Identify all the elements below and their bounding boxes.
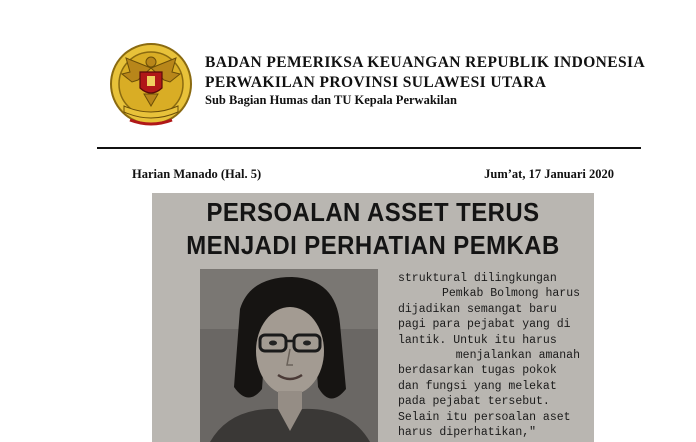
article-line: pada pejabat tersebut. bbox=[398, 395, 550, 409]
article-line: dan fungsi yang melekat bbox=[398, 379, 557, 393]
article-line: Pemkab Bolmong harus bbox=[441, 287, 580, 301]
newspaper-clipping bbox=[152, 193, 594, 442]
article-line: harus diperhatikan," bbox=[398, 426, 537, 440]
organization-branch: PERWAKILAN PROVINSI SULAWESI UTARA bbox=[205, 74, 547, 91]
headline-line-1: PERSOALAN ASSET TERUS bbox=[206, 197, 540, 227]
organization-name: BADAN PEMERIKSA KEUANGAN REPUBLIK INDONESIA bbox=[205, 54, 646, 71]
publication-date: Jum’at, 17 Januari 2020 bbox=[484, 167, 614, 181]
newspaper-source: Harian Manado (Hal. 5) bbox=[132, 167, 262, 181]
organization-subdivision: Sub Bagian Humas dan TU Kepala Perwakilan bbox=[205, 93, 457, 107]
headline-line-2: MENJADI PERHATIAN PEMKAB bbox=[186, 230, 560, 260]
article-line: struktural dilingkungan bbox=[398, 272, 557, 285]
article-line: berdasarkan tugas pokok bbox=[398, 364, 557, 378]
article-line: menjalankan amanah bbox=[455, 349, 580, 363]
article-line: lantik. Untuk itu harus bbox=[398, 333, 557, 347]
article-line: pagi para pejabat yang di bbox=[398, 318, 571, 332]
header-divider bbox=[97, 147, 641, 149]
portrait-photo bbox=[200, 269, 378, 442]
bpk-logo bbox=[108, 38, 194, 130]
article-line: Selain itu persoalan aset bbox=[398, 410, 571, 424]
article-line: dijadikan semangat baru bbox=[398, 302, 557, 316]
clipping-headline bbox=[170, 196, 577, 262]
article-body bbox=[398, 271, 594, 440]
